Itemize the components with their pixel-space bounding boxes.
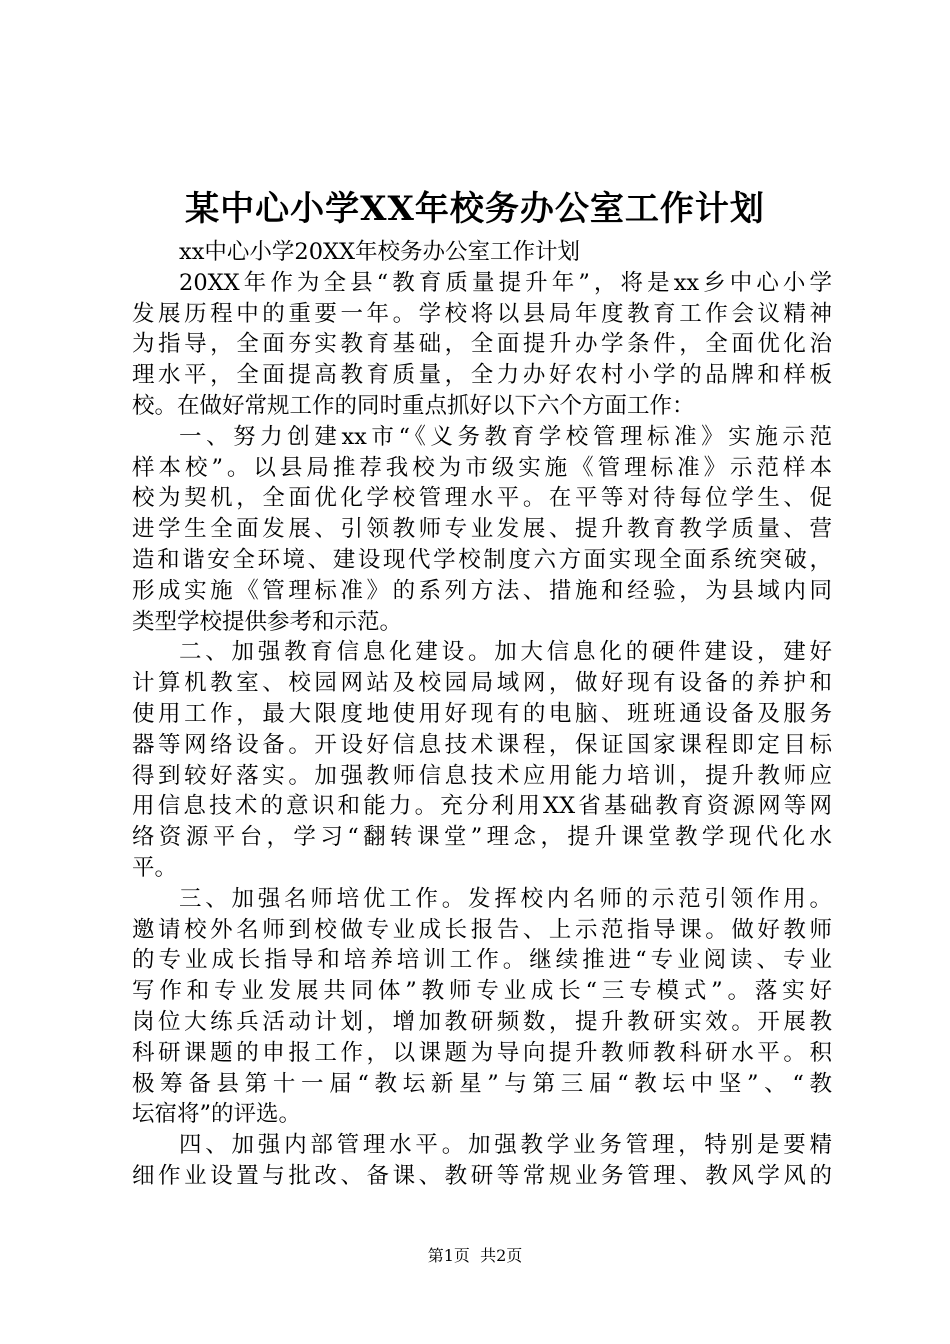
body-line: 形成实施《管理标准》的系列方法、措施和经验，为县域内同 <box>132 577 832 604</box>
body-line: 使用工作，最大限度地使用好现有的电脑、班班通设备及服务 <box>132 700 832 727</box>
body-line: 进学生全面发展、引领教师专业发展、提升教育教学质量、营 <box>132 516 832 543</box>
body-line: 科研课题的申报工作，以课题为导向提升教师教科研水平。积 <box>132 1039 832 1066</box>
body-line: xx中心小学20XX年校务办公室工作计划 <box>179 239 581 265</box>
body-line: 理水平，全面提高教育质量，全力办好农村小学的品牌和样板 <box>132 362 832 389</box>
body-line: 为指导，全面夯实教育基础，全面提升办学条件，全面优化治 <box>132 331 832 358</box>
body-line: 一、努力创建xx市“《义务教育学校管理标准》实施示范 <box>179 423 832 450</box>
body-line: 校。在做好常规工作的同时重点抓好以下六个方面工作： <box>132 392 695 419</box>
body-line: 三、加强名师培优工作。发挥校内名师的示范引领作用。 <box>179 885 832 912</box>
body-line: 样本校”。以县局推荐我校为市级实施《管理标准》示范样本 <box>132 454 832 481</box>
body-line: 细作业设置与批改、备课、教研等常规业务管理、教风学风的 <box>132 1162 832 1189</box>
body-line: 平。 <box>132 854 178 881</box>
body-line: 校为契机，全面优化学校管理水平。在平等对待每位学生、促 <box>132 485 832 512</box>
document-body <box>132 237 832 1192</box>
document-title: 某中心小学XX年校务办公室工作计划 <box>185 189 765 229</box>
body-line: 用信息技术的意识和能力。充分利用XX省基础教育资源网等网 <box>132 793 832 820</box>
page-footer: 第1页 共2页 <box>427 1246 523 1265</box>
body-line: 四、加强内部管理水平。加强教学业务管理，特别是要精 <box>179 1132 832 1159</box>
body-line: 邀请校外名师到校做专业成长报告、上示范指导课。做好教师 <box>132 916 832 943</box>
body-line: 类型学校提供参考和示范。 <box>132 608 403 635</box>
body-line: 坛宿将”的评选。 <box>132 1101 302 1128</box>
body-line: 络资源平台，学习“翻转课堂”理念，提升课堂教学现代化水 <box>132 824 832 851</box>
body-line: 写作和专业发展共同体”教师专业成长“三专模式”。落实好 <box>132 978 832 1005</box>
body-line: 器等网络设备。开设好信息技术课程，保证国家课程即定目标 <box>132 731 832 758</box>
body-line: 的专业成长指导和培养培训工作。继续推进“专业阅读、专业 <box>132 947 832 974</box>
body-line: 计算机教室、校园网站及校园局域网，做好现有设备的养护和 <box>132 670 832 697</box>
body-line: 发展历程中的重要一年。学校将以县局年度教育工作会议精神 <box>132 300 832 327</box>
body-line: 得到较好落实。加强教师信息技术应用能力培训，提升教师应 <box>132 762 832 789</box>
body-line: 20XX年作为全县“教育质量提升年”，将是xx乡中心小学 <box>179 269 832 296</box>
body-line: 二、加强教育信息化建设。加大信息化的硬件建设，建好 <box>179 639 832 666</box>
body-line: 岗位大练兵活动计划，增加教研频数，提升教研实效。开展教 <box>132 1008 832 1035</box>
body-line: 极筹备县第十一届“教坛新星”与第三届“教坛中坚”、“教 <box>132 1070 832 1097</box>
body-line: 造和谐安全环境、建设现代学校制度六方面实现全面系统突破， <box>132 546 832 573</box>
